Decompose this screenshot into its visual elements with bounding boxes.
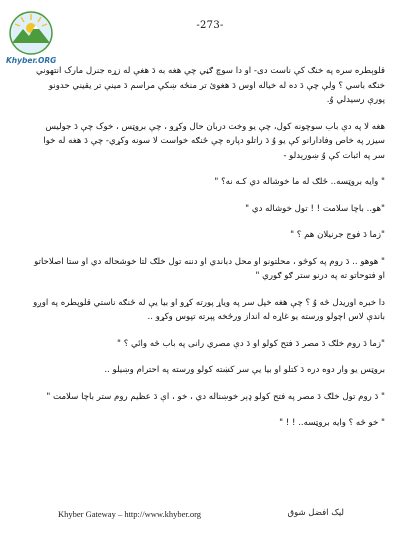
document-body — [30, 64, 385, 443]
dialogue-line: " خو څه ؟ وايه بروټسه.. ! ! " — [279, 418, 385, 428]
page-number: -273- — [196, 20, 224, 31]
paragraph: بروټس يو وار دوه دره دَ کتلو او بيا يې سر کښته کولو ورسته په احترام وښيلو .. — [104, 365, 385, 375]
dialogue-line: " وايه بروټسه.. ځلګ له ما خوشاله دي کـه نه؟ " — [214, 177, 385, 187]
paragraph: هغه لا په دې باب سوچونه کول، چې يو وخت دربان حال وکړو ، چې بروټس ، خوک چې دَ جوليس سيزر په خاص وفادارانو کې يو وُ دَ راتلو دپاره چې ځنګه خواست لا سونه وکړي- چې دَ هغه له خوا سر په اثبات کې وُ ښورېدلو - — [43, 121, 385, 161]
logo-text: Khyber.ORG — [6, 56, 57, 65]
paragraph: دا خبره اوريدل څه وُ ؟ چې هغه خپل سر په وياړ پورته کړو او بيا يې له ځنګه ناستي قلوپطره په اوږو باندې لاس اچولو ورسته يو غاړه له انداز ورځخه پېرته تپوس وکړو .. — [33, 297, 385, 322]
footer-author: ليک افضل شوق — [287, 508, 344, 518]
dialogue-line: " دَ روم تول خلګ دَ مصر په فتح کولو ډېر خوښناله دي ، خو ، اې دَ عظيم روم ستر باچا سلامت " — [46, 391, 385, 402]
mountain-sun-icon — [6, 9, 56, 57]
khyber-org-logo — [6, 9, 56, 65]
dialogue-line: "هو.. باچا سلامت ! ! تول خوشاله دي " — [245, 203, 385, 214]
paragraph: قلوېطره سره په خنګ کې ناست دی- او دا سوچ ګڼي چې هغه به دَ هغې له زړه جنرل مارک انتهوني خنګه باسي ؟ ولې چې دَ ده له خياله اوس دَ هغوئ تر منځه ښکې مراسم دَ مينې تر يقيني حدونو پورې رسيدلي وُ. — [36, 66, 385, 105]
dialogue-line: "زما دَ روم خلګ دَ مصر دَ فتح کولو او دَ دې مصري رانی په باب څه وائي ؟ " — [117, 338, 385, 349]
dialogue-line: "زما دَ فوج جرنيلان هم ؟ " — [290, 230, 385, 240]
footer-source: Khyber Gateway – http://www.khyber.org — [58, 509, 202, 519]
dialogue-line: " هوهو .. دَ روم په کوڅو ، محلتونو او محل دباندي او دننه تول خلګ لتا خوشحاله دي او ستا اصلاحاتو او فتوحاتو ته په درنو ستر ګو ګوري " — [34, 256, 385, 281]
